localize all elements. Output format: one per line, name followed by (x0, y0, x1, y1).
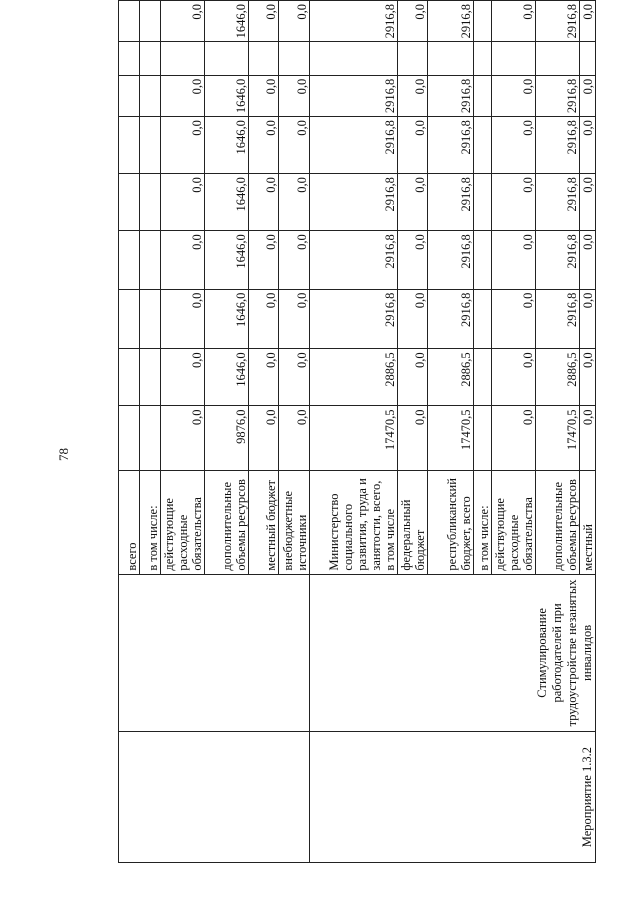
value-cell (161, 42, 205, 75)
value-cell (119, 117, 140, 174)
value-cell: 0,0 (161, 117, 205, 174)
value-cell: 2886,5 (536, 349, 580, 406)
value-cell (140, 75, 161, 116)
value-cell: 0,0 (249, 349, 279, 406)
value-cell: 2916,8 (310, 289, 398, 349)
value-cell (279, 42, 310, 75)
value-cell: 2916,8 (428, 289, 474, 349)
value-cell (474, 289, 492, 349)
value-cell: 0,0 (249, 75, 279, 116)
value-cell: 0,0 (580, 231, 596, 289)
funding-source: дополнительные объемы ресурсов (536, 470, 580, 574)
page-number: 78 (56, 448, 71, 461)
value-cell: 0,0 (249, 1, 279, 42)
value-cell (492, 42, 536, 75)
value-cell (119, 349, 140, 406)
value-cell (119, 75, 140, 116)
value-cell: 0,0 (492, 406, 536, 470)
value-cell: 2916,8 (310, 1, 398, 42)
funding-source: республиканский бюджет, всего (428, 470, 474, 574)
funding-source: действующие расходные обязательства (492, 470, 536, 574)
value-cell: 0,0 (279, 349, 310, 406)
funding-source: местный (580, 470, 596, 574)
value-cell (119, 231, 140, 289)
value-cell (474, 406, 492, 470)
value-cell (474, 174, 492, 231)
value-cell (140, 289, 161, 349)
value-cell (474, 231, 492, 289)
funding-source: в том числе: (474, 470, 492, 574)
value-cell (119, 1, 140, 42)
value-cell: 2916,8 (428, 75, 474, 116)
value-cell (428, 42, 474, 75)
value-cell: 0,0 (492, 75, 536, 116)
budget-table (118, 0, 596, 863)
value-cell (140, 349, 161, 406)
value-cell: 1646,0 (205, 117, 249, 174)
value-cell: 2916,8 (536, 289, 580, 349)
value-cell: 2916,8 (536, 174, 580, 231)
funding-source: дополнительные объемы ресурсов (205, 470, 249, 574)
value-cell (205, 42, 249, 75)
value-cell: 0,0 (249, 117, 279, 174)
value-cell: 0,0 (161, 349, 205, 406)
funding-source: федеральный бюджет (398, 470, 428, 574)
value-cell: 0,0 (279, 174, 310, 231)
funding-source: местный бюджет (249, 470, 279, 574)
value-cell (474, 75, 492, 116)
value-cell: 1646,0 (205, 231, 249, 289)
value-cell: 0,0 (492, 117, 536, 174)
value-cell: 17470,5 (310, 406, 398, 470)
value-cell: 0,0 (580, 289, 596, 349)
value-cell: 0,0 (279, 75, 310, 116)
value-cell: 0,0 (398, 231, 428, 289)
value-cell (474, 117, 492, 174)
value-cell: 0,0 (249, 174, 279, 231)
value-cell: 17470,5 (428, 406, 474, 470)
value-cell: 0,0 (249, 289, 279, 349)
value-cell (249, 42, 279, 75)
value-cell: 0,0 (161, 75, 205, 116)
program-cell (119, 732, 310, 863)
value-cell: 0,0 (161, 289, 205, 349)
value-cell: 2886,5 (310, 349, 398, 406)
funding-source: в том числе: (140, 470, 161, 574)
value-cell: 0,0 (279, 406, 310, 470)
value-cell: 2916,8 (428, 174, 474, 231)
value-cell: 0,0 (492, 1, 536, 42)
value-cell: 0,0 (398, 1, 428, 42)
value-cell (119, 42, 140, 75)
value-cell: 0,0 (249, 231, 279, 289)
value-cell: 0,0 (580, 349, 596, 406)
value-cell: 0,0 (580, 1, 596, 42)
value-cell: 2916,8 (536, 231, 580, 289)
value-cell: 0,0 (398, 349, 428, 406)
funding-source: внебюджетные источники (279, 470, 310, 574)
funding-source: Министерство социального развития, труда и занятости, всего, в том числе (310, 470, 398, 574)
value-cell: 0,0 (161, 231, 205, 289)
value-cell (310, 42, 398, 75)
value-cell: 0,0 (580, 75, 596, 116)
value-cell: 0,0 (580, 174, 596, 231)
value-cell: 0,0 (398, 289, 428, 349)
value-cell (119, 289, 140, 349)
value-cell (474, 42, 492, 75)
value-cell (536, 42, 580, 75)
value-cell: 1646,0 (205, 75, 249, 116)
value-cell: 0,0 (161, 1, 205, 42)
value-cell: 0,0 (492, 231, 536, 289)
value-cell: 0,0 (161, 406, 205, 470)
value-cell: 0,0 (580, 117, 596, 174)
value-cell: 0,0 (249, 406, 279, 470)
value-cell (140, 117, 161, 174)
event-name: Стимулирование работодателей при трудоустройстве незанятых инвалидов (310, 574, 596, 732)
value-cell: 2916,8 (310, 117, 398, 174)
value-cell (119, 406, 140, 470)
value-cell: 0,0 (279, 1, 310, 42)
value-cell: 0,0 (398, 174, 428, 231)
value-cell: 17470,5 (536, 406, 580, 470)
value-cell (398, 42, 428, 75)
value-cell: 2916,8 (536, 1, 580, 42)
value-cell: 0,0 (492, 349, 536, 406)
value-cell: 2916,8 (536, 75, 580, 116)
value-cell: 2916,8 (428, 1, 474, 42)
value-cell: 1646,0 (205, 349, 249, 406)
value-cell: 1646,0 (205, 289, 249, 349)
value-cell: 0,0 (398, 406, 428, 470)
value-cell: 0,0 (279, 231, 310, 289)
value-cell: 0,0 (398, 117, 428, 174)
value-cell (119, 174, 140, 231)
value-cell (474, 1, 492, 42)
value-cell (140, 174, 161, 231)
value-cell (140, 42, 161, 75)
value-cell: 2916,8 (428, 231, 474, 289)
value-cell (140, 1, 161, 42)
value-cell: 0,0 (492, 289, 536, 349)
event-code: Мероприятие 1.3.2 (310, 732, 596, 863)
value-cell (580, 42, 596, 75)
value-cell: 0,0 (492, 174, 536, 231)
value-cell: 2916,8 (310, 75, 398, 116)
table-row (310, 1, 398, 863)
value-cell: 2916,8 (310, 174, 398, 231)
value-cell: 1646,0 (205, 1, 249, 42)
funding-source: действующие расходные обязательства (161, 470, 205, 574)
value-cell: 0,0 (580, 406, 596, 470)
value-cell: 0,0 (398, 75, 428, 116)
value-cell: 2916,8 (310, 231, 398, 289)
value-cell (140, 231, 161, 289)
value-cell (474, 349, 492, 406)
value-cell (140, 406, 161, 470)
value-cell: 9876,0 (205, 406, 249, 470)
value-cell: 2916,8 (536, 117, 580, 174)
funding-source: всего (119, 470, 140, 574)
program-name-cell (119, 574, 310, 732)
value-cell: 0,0 (161, 174, 205, 231)
value-cell: 2886,5 (428, 349, 474, 406)
value-cell: 0,0 (279, 117, 310, 174)
table-row (119, 1, 140, 863)
value-cell: 2916,8 (428, 117, 474, 174)
table-body (119, 1, 596, 863)
value-cell: 1646,0 (205, 174, 249, 231)
value-cell: 0,0 (279, 289, 310, 349)
